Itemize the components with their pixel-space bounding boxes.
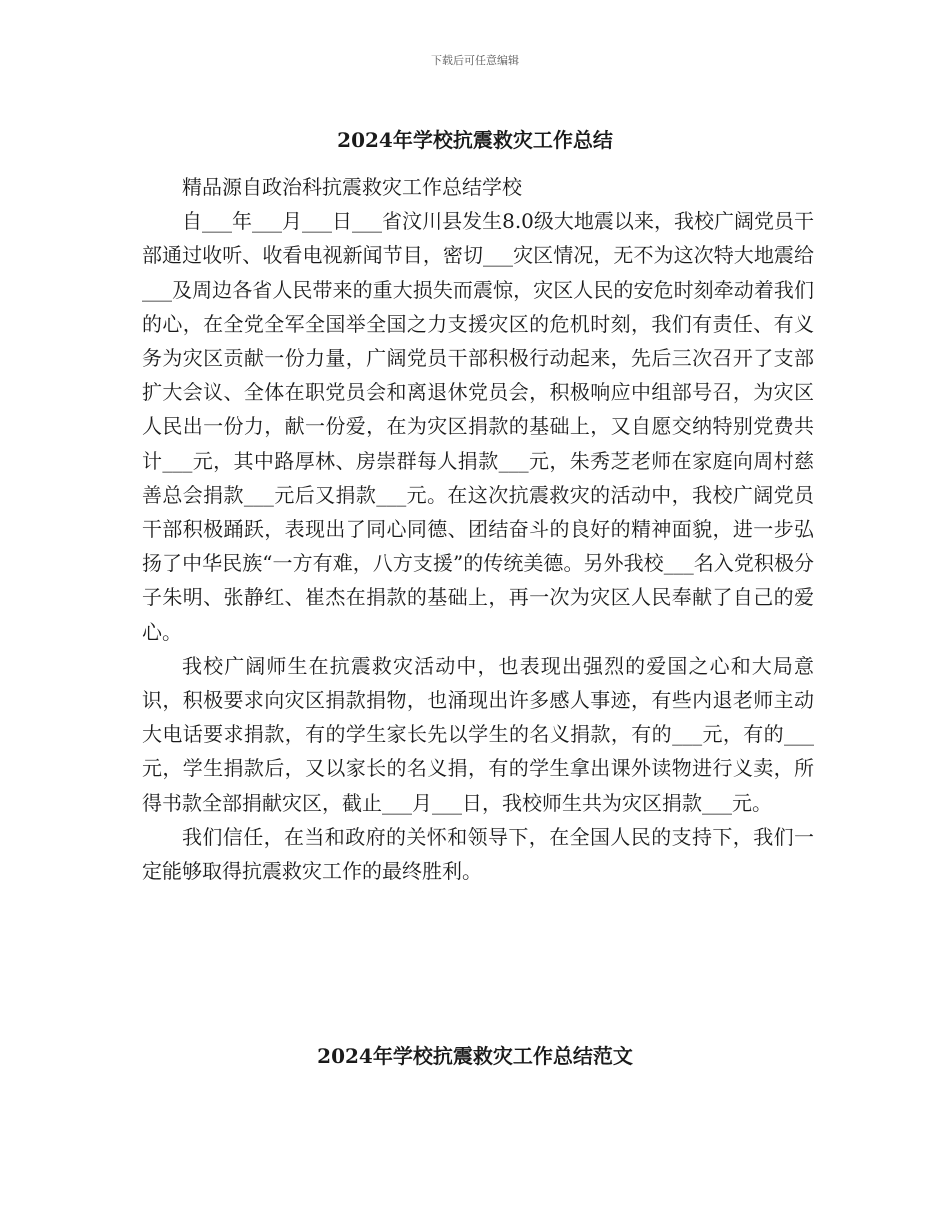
paragraph-source: 精品源自政治科抗震救灾工作总结学校 <box>182 175 522 199</box>
paragraph-teachers-students: 我校广阔师生在抗震救灾活动中，也表现出强烈的爱国之心和大局意识，积极要求向灾区捐款捐物，也涌现出许多感人事迹，有些内退老师主动大电话要求捐款，有的学生家长先以学生的名义捐款，有的___元，有的___元，学生捐款后，又以家长的名义捐，有的学生拿出课外读物进行义卖，所得书款全部捐献灾区，截止___月___日，我校师生共为灾区捐款___元。 <box>142 653 814 815</box>
paragraph-conclusion: 我们信任，在当和政府的关怀和领导下，在全国人民的支持下，我们一定能够取得抗震救灾工作的最终胜利。 <box>142 824 814 884</box>
paragraph-party-donations: 自___年___月___日___省汶川县发生8.0级大地震以来，我校广阔党员干部通过收听、收看电视新闻节目，密切___灾区情况，无不为这次特大地震给___及周边各省人民带来的重大损失而震惊，灾区人民的安危时刻牵动着我们的心，在全党全军全国举全国之力支援灾区的危机时刻，我们有责任、有义务为灾区贡献一份力量，广阔党员干部积极行动起来，先后三次召开了支部扩大会议、全体在职党员会和离退休党员会，积极响应中组部号召，为灾区人民出一份力，献一份爱，在为灾区捐款的基础上，又自愿交纳特别党费共计___元，其中路厚林、房崇群每人捐款___元，朱秀芝老师在家庭向周村慈善总会捐款___元后又捐款___元。在这次抗震救灾的活动中，我校广阔党员干部积极踊跃，表现出了同心同德、团结奋斗的良好的精神面貌，进一步弘扬了中华民族“一方有难，八方支援”的传统美德。另外我校___名入党积极分子朱明、张静红、崔杰在捐款的基础上，再一次为灾区人民奉献了自己的爱心。 <box>142 209 814 644</box>
header-note: 下载后可任意编辑 <box>431 54 519 67</box>
document-title: 2024年学校抗震救灾工作总结 <box>337 128 613 152</box>
document-body <box>142 170 814 888</box>
next-section-title: 2024年学校抗震救灾工作总结范文 <box>317 1044 633 1068</box>
